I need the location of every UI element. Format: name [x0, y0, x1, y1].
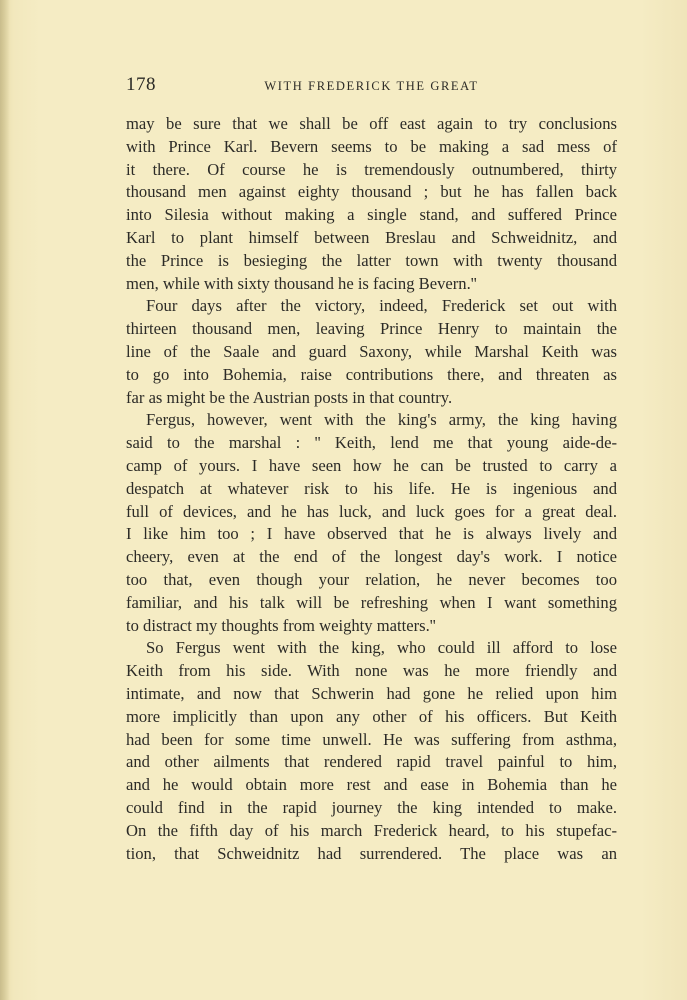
- paragraph: [126, 113, 617, 295]
- text-line: full of devices, and he has luck, and luck goes for a great deal.: [126, 501, 617, 521]
- text-line: familiar, and his talk will be refreshing when I want something: [126, 592, 617, 612]
- text-line: with Prince Karl. Bevern seems to be making a sad mess of: [126, 136, 617, 156]
- text-line: Four days after the victory, indeed, Frederick set out with: [146, 296, 617, 316]
- text-line: it there. Of course he is tremendously outnumbered, thirty: [126, 159, 617, 179]
- text-line: too that, even though your relation, he never becomes too: [126, 569, 617, 589]
- text-line: men, while with sixty thousand he is facing Bevern.'': [126, 273, 477, 293]
- text-line: said to the marshal : '' Keith, lend me that young aide-de-: [126, 433, 617, 453]
- text-line: On the fifth day of his march Frederick heard, to his stupefac-: [126, 820, 617, 840]
- running-head: WITH FREDERICK THE GREAT: [264, 79, 479, 93]
- text-line: and he would obtain more rest and ease in Bohemia than he: [126, 775, 617, 795]
- paragraph: [126, 637, 617, 865]
- text-line: and other ailments that rendered rapid travel painful to him,: [126, 752, 617, 772]
- text-line: may be sure that we shall be off east again to try conclusions: [126, 114, 617, 133]
- text-line: to go into Bohemia, raise contributions there, and threaten as: [126, 364, 617, 384]
- text-line: had been for some time unwell. He was suffering from asthma,: [126, 729, 617, 749]
- text-line: intimate, and now that Schwerin had gone he relied upon him: [126, 683, 617, 703]
- text-line: I like him too ; I have observed that he is always lively and: [126, 524, 617, 544]
- text-line: despatch at whatever risk to his life. He is ingenious and: [126, 478, 617, 498]
- text-line: more implicitly than upon any other of his officers. But Keith: [126, 706, 617, 726]
- body-text: [126, 113, 617, 865]
- text-line: the Prince is besieging the latter town with twenty thousand: [126, 250, 617, 270]
- text-line: cheery, even at the end of the longest day's work. I notice: [126, 547, 617, 567]
- text-line: Keith from his side. With none was he more friendly and: [126, 661, 617, 681]
- page-header: [126, 74, 617, 96]
- text-line: camp of yours. I have seen how he can be trusted to carry a: [126, 455, 617, 475]
- text-line: tion, that Schweidnitz had surrendered. The place was an: [126, 843, 617, 863]
- text-line: line of the Saale and guard Saxony, while Marshal Keith was: [126, 341, 617, 361]
- text-line: thousand men against eighty thousand ; but he has fallen back: [126, 182, 617, 202]
- text-line: to distract my thoughts from weighty matters.'': [126, 615, 436, 635]
- text-line: Fergus, however, went with the king's army, the king having: [146, 410, 617, 430]
- text-line: far as might be the Austrian posts in that country.: [126, 387, 453, 407]
- text-line: thirteen thousand men, leaving Prince Henry to maintain the: [126, 319, 617, 339]
- paragraph: [126, 295, 617, 409]
- text-line: Karl to plant himself between Breslau and Schweidnitz, and: [126, 227, 617, 247]
- text-line: could find in the rapid journey the king intended to make.: [126, 797, 617, 817]
- page-number: 178: [126, 74, 156, 95]
- paragraph: [126, 409, 617, 637]
- text-line: So Fergus went with the king, who could ill afford to lose: [146, 638, 617, 658]
- text-line: into Silesia without making a single stand, and suffered Prince: [126, 205, 617, 225]
- spine-shadow: [0, 0, 10, 1000]
